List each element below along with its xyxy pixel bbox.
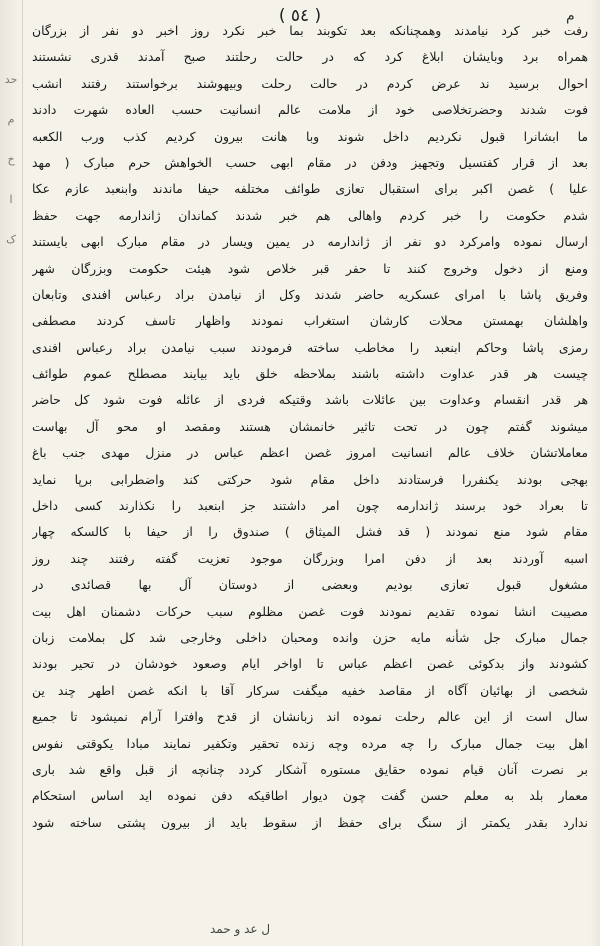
text-line: بر نصرت آنان قیام نموده حقایق مستوره آشکار کردد چنانچه از قبل واقع شد باری (32, 761, 588, 777)
text-line: جمال مبارک جل شأنه مایه حزن وانده ومحبان داخلی وخارجی شد کل بملامت زبان (32, 629, 588, 645)
text-line: اسبه آوردند بعد از دفن امرا وبزرگان موجود تعزیت گفته رفتند چند روز (32, 550, 588, 566)
text-line: بعد از قرار کفتسیل وتجهیز ودفن در مقام ابهی حسب الخواهش حرم مبارک ( مهد (32, 154, 588, 170)
margin-letter: م (7, 113, 15, 126)
margin-letter: خ (7, 153, 15, 166)
margin-letter: حد (4, 73, 18, 86)
text-line: ما ابشانرا قبول نکردیم داخل شوند وبا هانت بیرون کردیم کذب ورب الکعبه (32, 128, 588, 144)
scan-right-edge (590, 0, 600, 946)
text-line: علیا ) غصن اکبر برای استقبال تعازی طوائف مختلفه حیفا ماندند وابنعبد عازم عکا (32, 181, 588, 197)
text-line: واهلشان بهمستن محلات کارشان استغراب نمودند واظهار تاسف کردند مصطفی (32, 313, 588, 329)
margin-letter: ا (9, 193, 13, 206)
text-line: ندارد بقدر یکمتر از سنگ برای حفظ از سقوط باید از بیرون پشتی ساخته شود (32, 814, 588, 830)
text-line: تا بعراد خود برسند ژاندارمه چون امر داشتند جز ابنعبد را نکذارند کسی داخل (32, 498, 588, 514)
text-line: ومنع از دخول وخروج کنند تا حفر قبر خلاص شود هیئت حکومت وبزرگان شهر (32, 260, 588, 276)
text-line: اهل بیت جمال مبارک را چه مرده وچه زنده تحقیر وتکفیر نمایند مبادا یکوقتی نفوس (32, 735, 588, 751)
text-line: مقام شود منع نمودند ( قد فشل المیثاق ) صندوق را از حیفا با کالسکه چهار (32, 524, 588, 540)
footer-mark: ل عد و حمد (210, 922, 271, 936)
text-line: معاملاتشان خلاف عالم انسانیت امروز غصن اعظم عباس در منزل مهدی جنب باغ (32, 445, 588, 461)
text-line: فوت شدند وحضرتخلاصی خود از ملامت عالم انسانیت حسب العاده شهرت دادند (32, 102, 588, 118)
manuscript-text (32, 18, 588, 836)
text-line: همراه برد وبایشان ابلاغ کرد که در حالت رحلتند صبح آمدند قدری نشستند (32, 49, 588, 65)
text-line: مشغول قبول تعازی بودیم وبعضی از دوستان آل بها قصائدی در (32, 577, 588, 593)
text-line: ارسال نموده وامرکرد دو نفر از ژاندارمه در یمین ویسار در مقام مبارک ابهی بایستند (32, 234, 588, 250)
text-line: چیست هر قدر عداوت داشته باشند بملاحظه خلق باید بیایند مصطلح عموم طوائف (32, 366, 588, 382)
margin-letter: ک (6, 233, 16, 246)
text-line: وفریق پاشا با امرای عسکریه حاضر شدند وکل از نیامدن براد رعباس افندی وتابعان (32, 286, 588, 302)
text-line: میشوند گفتم چون در تحت تاثیر خانمشان هستند ومقصد او محو آل بهاست (32, 418, 588, 434)
text-line: احوال برسید ند عرض کردم در حالت رحلت وبیهوشند برخواستند رفتند انشب (32, 75, 588, 91)
text-line: بهجی بودند یکنفررا فرستادند داخل مقام شود حرکتی کند واضطرابی برپا نماید (32, 471, 588, 487)
text-line: مصیبت انشا نموده تقدیم نمودند فوت غصن مظلوم سبب حرکات دشمنان اهل بیت (32, 603, 588, 619)
page-number: ( ٥٤ ) (278, 6, 322, 26)
text-line: معمار بلد به معلم حسن گفت چون دیوار اطاقیکه دفن نموده اید اساس استحکام (32, 788, 588, 804)
top-margin-mark: م (566, 8, 575, 24)
text-line: سال است از این عالم رحلت نموده اند زبانشان از قدح وافترا آرام نمیشود تا جمیع (32, 709, 588, 725)
text-line: شخصی از بهائیان آگاه از مقاصد خفیه میگفت سرکار آقا با انکه غصن اطهر چند ین (32, 682, 588, 698)
text-line: هر قدر انقسام وعداوت بین عائلات باشد وقتیکه فردی از عائله فوت شود کل حاضر (32, 392, 588, 408)
text-line: رمزی پاشا وحاکم ابنعبد را مخاطب ساخته فرمودند سبب نیامدن براد رعباس افندی (32, 339, 588, 355)
text-line: شدم حکومت را خبر کردم واهالی هم خبر شدند کماندان ژاندارمه جهت حفظ (32, 207, 588, 223)
text-line: رفت خبر کرد نیامدند وهمچنانکه بعد تکوبند بما خبر نکرد روز اخبر دو نفر از بزرگان (32, 23, 588, 38)
text-line: کشودند واز بدکوئی غصن اعظم عباس تا اواخر ایام وصعود خودشان در تحیر بودند (32, 656, 588, 672)
left-margin-fragment (0, 60, 22, 260)
